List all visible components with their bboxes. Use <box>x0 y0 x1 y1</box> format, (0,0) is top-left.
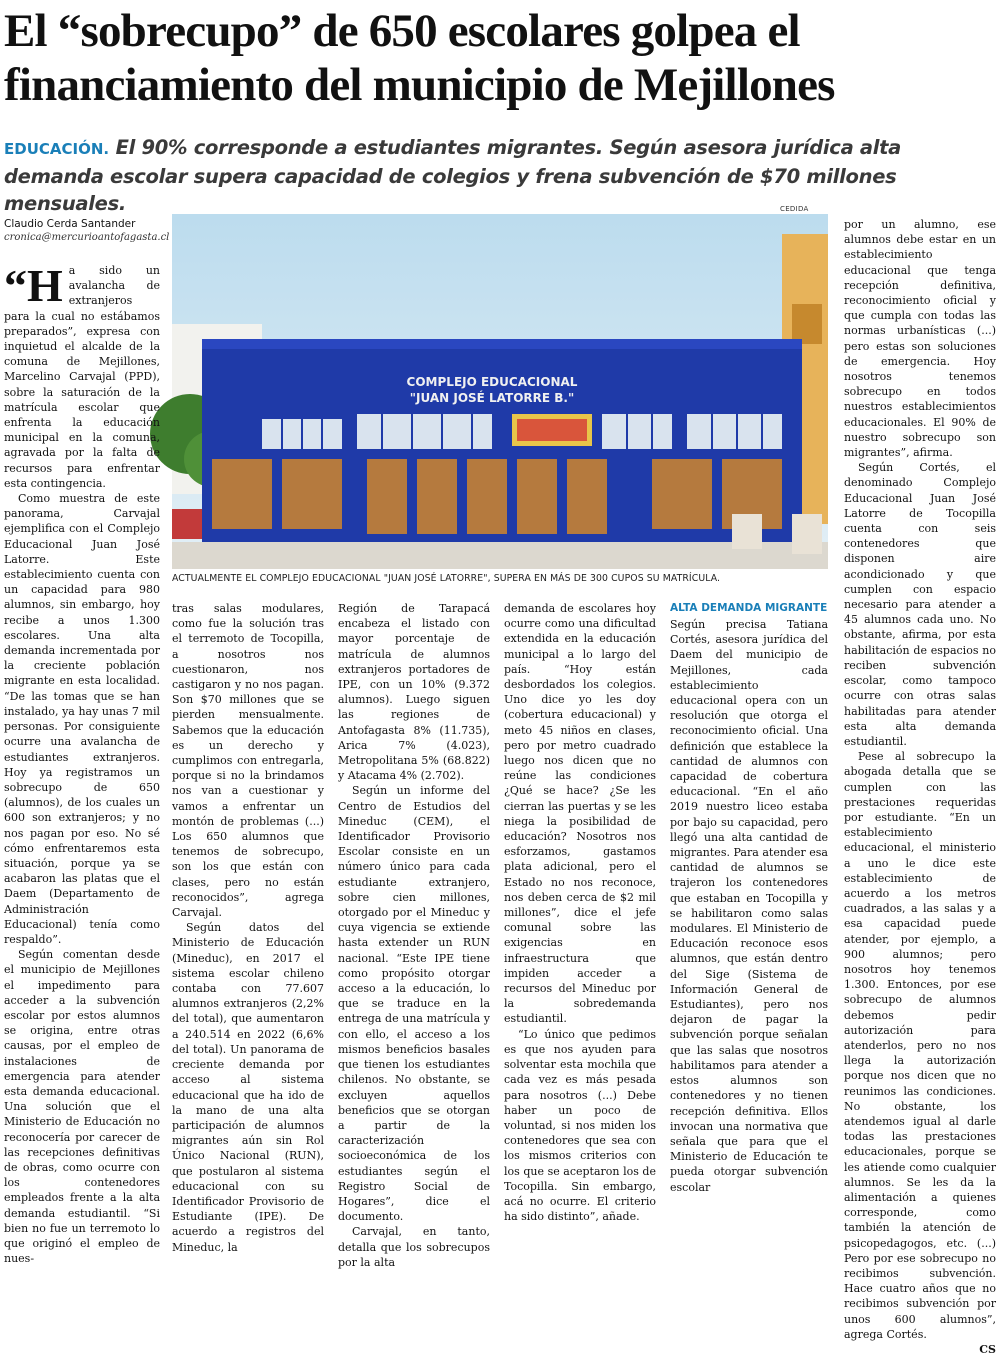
byline-email: cronica@mercurioantofagasta.cl <box>4 232 170 243</box>
column-1 <box>4 217 170 1266</box>
paragraph: Según precisa Tatiana Cortés, asesora jurídica del Daem del municipio de Mejillones, cada establecimiento educacional opera con un resolución que otorga el reconocimiento oficial. Una definición que establece la cantidad de alumnos con capacidad de cobertura educacional. “En el año 2019 nuestro liceo estaba por bajo su capacidad, pero llegó una alta cantidad de migrantes. Para atender esa cantidad de alumnos se trajeron los contenedores que estaban en Tocopilla y se habilitaron como salas modulares. El Ministerio de Educación reconoce esos alumnos, que están dentro del Sige (Sistema de Información General de Estudiantes), pero nos dejaron de pagar la subvención porque señalan que las salas que nosotros habilitamos para atender a estos alumnos son contenedores y no tienen recepción definitiva. Ellos invocan una normativa que señala que para que el Ministerio de Educación te pueda otorgar subvención escolar <box>670 618 828 1194</box>
paragraph: Como muestra de este panorama, Carvajal ejemplifica con el Complejo Educacional Juan José Latorre. Este establecimiento cuenta con un capacidad para 980 alumnos, sin embargo, hoy recibe a unos 1.300 escolares. Una alta demanda incrementada por la creciente población migrante en esta localidad. “De las tomas que se han instalado, ya hay unas 7 mil personas. Por consiguiente ocurre una avalancha de estudiantes extranjeros. Hoy ya registramos un sobrecupo de 650 (alumnos), de los cuales un 600 son extranjeros; y no nos pagan por eso. No sé cómo enfrentaremos esta situación, porque ya se acabaron las platas que el Daem (Departamento de Administración Educacional) tenía como respaldo”. <box>4 492 160 946</box>
headline: El “sobrecupo” de 650 escolares golpea el financiamiento del municipio de Mejillones <box>4 5 835 111</box>
paragraph: Pese al sobrecupo la abogada detalla que se cumplen con las prestaciones requeridas por estudiante. “En un establecimiento educacional, el ministerio a uno le dice este establecimiento de acuerdo a los metros cuadrados, a las salas y a esa capacidad puede atender, por ejemplo, a 900 alumnos; pero nosotros hoy tenemos 1.300. Entonces, por ese sobrecupo de alumnos debemos pedir autorización para atenderlos, pero no nos llega la autorización porque nos dicen que no reunimos las condiciones. No obstante, los atendemos igual al darle todas las prestaciones educacionales, porque se les atiende como cualquier alumnos. Se les da la alimentación a quienes corresponde, como también la atención de psicopedagogos, etc. (...) Pero por ese sobrecupo no recibimos subvención. Hace cuatro años que no recibimos subvención por unos 600 alumnos”, agrega Cortés. <box>844 750 996 1341</box>
paragraph: por un alumno, ese alumnos debe estar en un establecimiento educacional que tenga recepción definitiva, reconocimiento oficial y que cumpla con todas las normas urbanísticas (...) pero estas son soluciones de emergencia. Hoy nosotros tenemos sobrecupo en todos nuestros establecimientos educacionales. El 90% de nuestro sobrecupo son migrantes”, afirma. <box>844 218 996 460</box>
lead-paragraph <box>4 260 160 491</box>
paragraph: Según Cortés, el denominado Complejo Educacional Juan José Latorre de Tocopilla cuenta con seis contenedores que disponen aire acondicionado y que cumplen con espacio necesario para atender a 45 alumnos cada uno. No obstante, afirma, por esta habilitación de espacios no reciben subvención escolar, como tampoco ocurre con otras salas habilitadas para atender esta alta demanda estudiantil. <box>844 461 996 748</box>
paragraph: Según comentan desde el municipio de Mejillones el impedimento para acceder a la subvención escolar por estos alumnos se origina, entre otras causas, por el empleo de instalaciones de emergencia para atender esta demanda educacional. Una solución que el Ministerio de Educación no reconocería por carecer de las recepciones definitivas de obras, como ocurre con los contenedores empleados frente a la alta demanda estudiantil. “Si bien no fue un terremoto lo que originó el empleo de nues- <box>4 948 160 1266</box>
paragraph: “Lo único que pedimos es que nos ayuden para solventar esta mochila que cada vez es más pesada para nosotros (...) Debe haber un poco de voluntad, si nos miden los contenedores que sea con los mismos criterios con los que se aceptaron los de Tocopilla. Sin embargo, acá no ocurre. El criterio ha sido distinto”, añade. <box>504 1027 656 1224</box>
school-photo <box>172 214 828 569</box>
section-kicker: EDUCACIÓN. <box>4 140 110 158</box>
school-photo-illustration <box>172 214 828 569</box>
column-5 <box>670 601 828 1194</box>
deck-text: El 90% corresponde a estudiantes migrantes. Según asesora jurídica alta demanda escolar supera capacidad de colegios y frena subvención de $70 millones mensuales. <box>4 136 902 215</box>
lead-text: a sido un avalancha de extranjeros para la cual no estábamos preparados”, expresa con inquietud el alcalde de la comuna de Mejillones, Marcelino Carvajal (PPD), sobre la saturación de la matrícula escolar que enfrenta la educación municipal en la comuna, agravada por la falta de recursos para enfrentar esta contingencia. <box>4 264 160 490</box>
photo-caption: ACTUALMENTE EL COMPLEJO EDUCACIONAL "JUAN JOSÉ LATORRE", SUPERA EN MÁS DE 300 CUPOS SU MATRÍCULA. <box>172 573 721 584</box>
column-3 <box>338 601 490 1269</box>
photo-credit: CEDIDA <box>780 205 809 213</box>
paragraph: Según un informe del Centro de Estudios del Mineduc (CEM), el Identificador Provisorio Escolar consiste en un número único para cada estudiante extranjero, sobre cien millones, otorgado por el Mineduc y cuya vigencia se extiende hasta extender un RUN nacional. “Este IPE tiene como propósito otorgar acceso a la educación, lo que se traduce en la entrega de una matrícula y con ello, el acceso a los mismos beneficios basales que tienen los estudiantes chilenos. No obstante, se excluyen aquellos beneficios que se otorgan a partir de la caracterización socioeconómica de los estudiantes según el Registro Social de Hogares”, dice el documento. <box>338 784 490 1224</box>
deck <box>4 134 994 217</box>
paragraph: tras salas modulares, como fue la solución tras el terremoto de Tocopilla, a nosotros nos cuestionaron, nos castigaron y no nos pagan. Son $70 millones que se pierden mensualmente. Sabemos que la educación es un derecho y cumplimos con entregarla, porque si no la brindamos nos van a cuestionar y vamos a enfrentar un montón de problemas (...) Los 650 alumnos que tenemos de sobrecupo, son los que están con clases, pero no están reconocidos”, agrega Carvajal. <box>172 602 324 920</box>
building-sign-line-2: "JUAN JOSÉ LATORRE B." <box>409 391 575 405</box>
building-sign-line-1: COMPLEJO EDUCACIONAL <box>406 375 578 389</box>
paragraph: Carvajal, en tanto, detalla que los sobrecupos por la alta <box>338 1225 490 1269</box>
paragraph: Región de Tarapacá encabeza el listado con mayor porcentaje de matrícula de alumnos extranjeros portadores de IPE, con un 10% (9.372 alumnos). Luego siguen las regiones de Antofagasta 8% (11.735), Arica 7% (4.023), Metropolitana 5% (68.822) y Atacama 4% (2.702). <box>338 602 490 783</box>
paragraph: demanda de escolares hoy ocurre como una dificultad extendida en la educación municipal a lo largo del país. “Hoy están desbordados los colegios. Uno dice yo les doy (cobertura educacional) y meto 45 niños en clases, pero por metro cuadrado luego nos dicen que no reúne las condiciones ¿Qué se hace? ¿Se les cierran las puertas y se les niega la posibilidad de educación? Nosotros nos esforzamos, gastamos plata adicional, pero el Estado no nos reconoce, nos deben cerca de $2 mil millones”, dice el jefe comunal sobre las exigencias en infraestructura que impiden acceder a recursos del Mineduc por la sobredemanda estudiantil. <box>504 602 656 1026</box>
column-6 <box>844 217 996 1357</box>
paragraph: Según datos del Ministerio de Educación (Mineduc), en 2017 el sistema escolar chileno contaba con 77.607 alumnos extranjeros (2,2% del total), que aumentaron a 240.514 en 2022 (6,6% del total). Un panorama de creciente demanda por acceso al sistema educacional que ha ido de la mano de una alta participación de alumnos migrantes aún sin Rol Único Nacional (RUN), que postularon al sistema educacional con su Identificador Provisorio de Estudiante (IPE). De acuerdo a registros del Mineduc, la <box>172 921 324 1254</box>
column-4 <box>504 601 656 1224</box>
end-mark: CS <box>979 1343 996 1357</box>
byline-author: Claudio Cerda Santander <box>4 218 136 230</box>
drop-cap: “H <box>4 260 63 311</box>
subhead: ALTA DEMANDA MIGRANTE <box>670 602 828 614</box>
column-2 <box>172 601 324 1254</box>
